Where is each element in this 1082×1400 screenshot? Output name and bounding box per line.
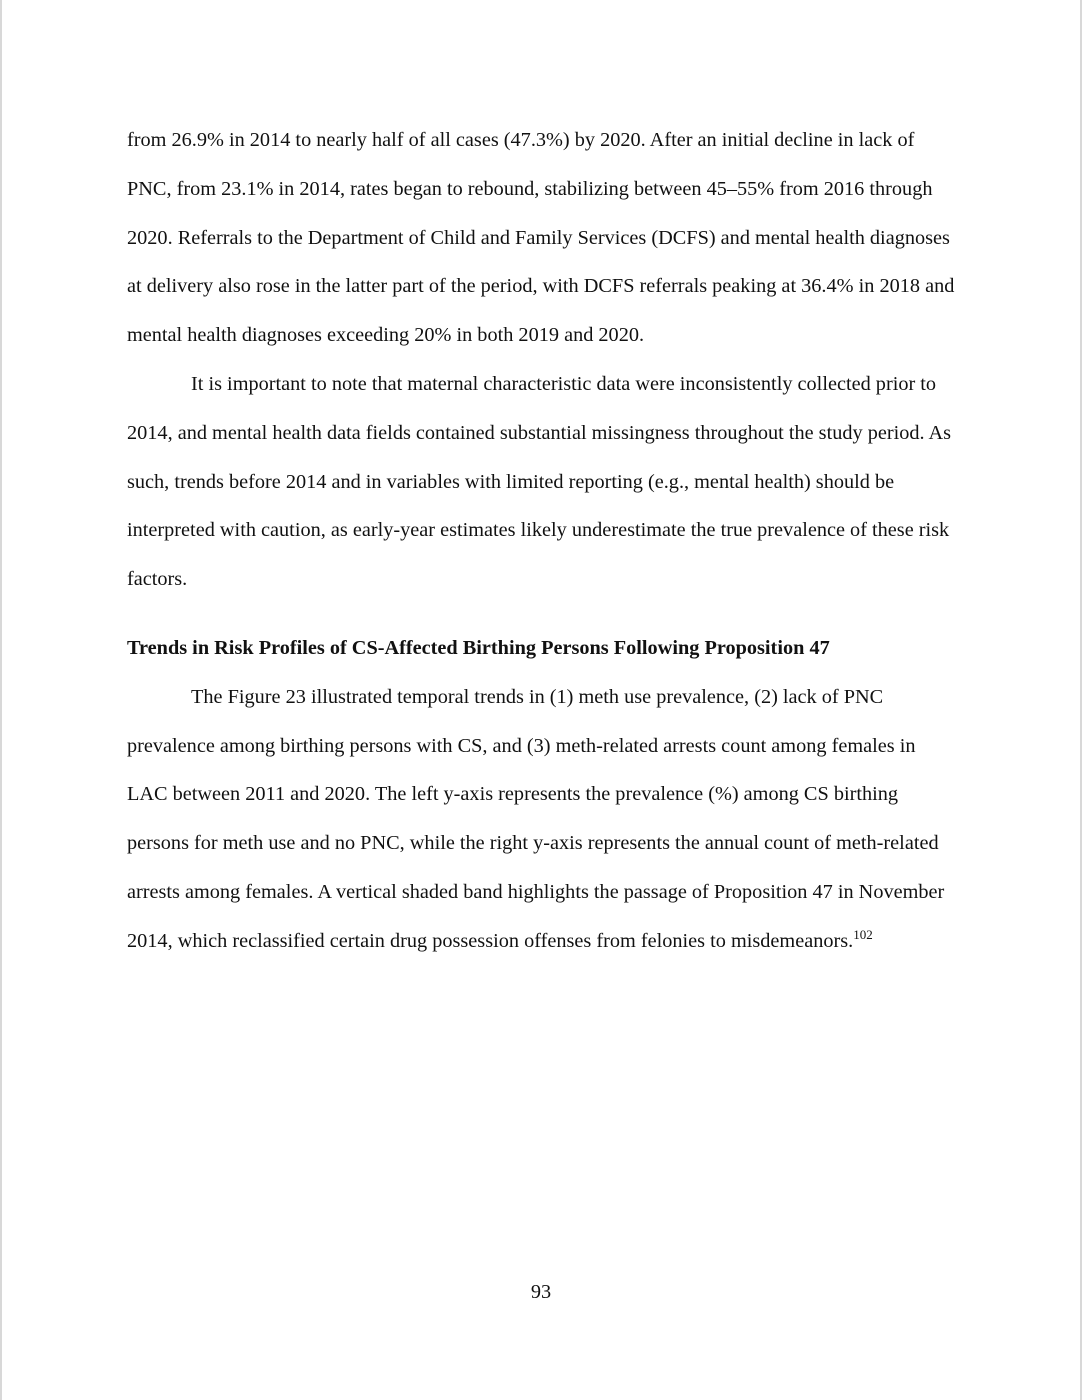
paragraph-continuation: from 26.9% in 2014 to nearly half of all cases (47.3%) by 2020. After an initial decline in lack of PNC, from 23.1% in 2014, rates began to rebound, stabilizing between 45–55% from 2016 through 2020. Referrals to the Department of Child and Family Services (DCFS) and mental health diagnoses at delivery also rose in the latter part of the period, with DCFS referrals peaking at 36.4% in 2018 and mental health diagnoses exceeding 20% in both 2019 and 2020. <box>127 129 955 347</box>
footnote-reference[interactable]: 102 <box>853 926 873 942</box>
page-body <box>127 116 955 966</box>
section-heading: Trends in Risk Profiles of CS-Affected Birthing Persons Following Proposition 47 <box>127 636 830 659</box>
page-number: 93 <box>530 1281 552 1303</box>
paragraph-figure-text: The Figure 23 illustrated temporal trends in (1) meth use prevalence, (2) lack of PNC prevalence among birthing persons with CS, and (3) meth-related arrests count among females in LAC between 2011 and 2020. The left y-axis represents the prevalence (%) among CS birthing persons for meth use and no PNC, while the right y-axis represents the annual count of meth-related arrests among females. A vertical shaded band highlights the passage of Proposition 47 in November 2014, which reclassified certain drug possession offenses from felonies to misdemeanors. <box>127 685 945 952</box>
page-left-edge <box>0 0 2 1400</box>
paragraph-data-caveat: It is important to note that maternal characteristic data were inconsistently collected prior to 2014, and mental health data fields contained substantial missingness throughout the study period. As such, trends before 2014 and in variables with limited reporting (e.g., mental health) should be interpreted with caution, as early-year estimates likely underestimate the true prevalence of these risk factors. <box>127 372 952 591</box>
paragraph-figure-description <box>127 673 955 966</box>
